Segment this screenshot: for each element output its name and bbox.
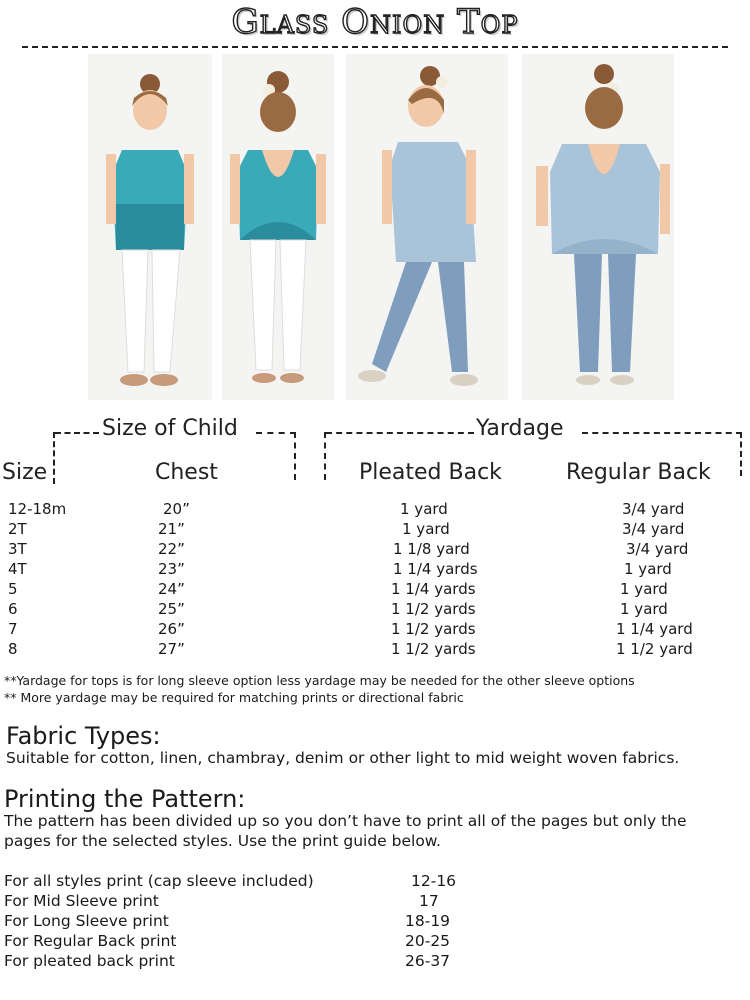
table-cell-regular: 1 yard <box>624 560 672 578</box>
print-guide-pages: 17 <box>419 892 439 910</box>
table-cell-size: 2T <box>8 520 27 538</box>
table-cell-chest: 21” <box>158 520 185 538</box>
photo-chambray-front <box>346 54 508 400</box>
table-cell-size: 4T <box>8 560 27 578</box>
table-cell-size: 5 <box>8 580 18 598</box>
table-cell-pleated: 1 yard <box>400 500 448 518</box>
yardage-bracket-left-drop <box>324 432 326 480</box>
column-header-size: Size <box>2 460 48 485</box>
column-header-pleated-back: Pleated Back <box>359 460 502 485</box>
print-guide-pages: 18-19 <box>405 912 451 930</box>
photo-teal-front <box>88 54 212 400</box>
print-guide-label: For Mid Sleeve print <box>4 892 159 910</box>
column-header-chest: Chest <box>155 460 218 485</box>
page-title: Glass Onion Top <box>231 2 519 42</box>
column-header-regular-back: Regular Back <box>566 460 711 485</box>
print-guide-pages: 26-37 <box>405 952 451 970</box>
table-cell-size: 8 <box>8 640 18 658</box>
print-guide-label: For all styles print (cap sleeve included) <box>4 872 314 890</box>
print-guide-pages: 12-16 <box>411 872 457 890</box>
size-of-child-bracket-left-drop <box>53 432 55 484</box>
table-cell-pleated: 1 1/2 yards <box>391 640 476 658</box>
printing-text: The pattern has been divided up so you don’t have to print all of the pages but only the pages for the selected styles. Use the print guide below. <box>4 812 687 850</box>
size-of-child-bracket-right-drop <box>294 432 296 480</box>
yardage-note: **Yardage for tops is for long sleeve option less yardage may be needed for the other sleeve options <box>4 673 635 688</box>
table-cell-regular: 1 1/2 yard <box>616 640 693 658</box>
table-cell-chest: 20” <box>163 500 190 518</box>
table-cell-pleated: 1 1/2 yards <box>391 600 476 618</box>
fabric-types-heading: Fabric Types: <box>6 722 161 750</box>
table-cell-pleated: 1 yard <box>402 520 450 538</box>
table-cell-chest: 23” <box>158 560 185 578</box>
table-cell-size: 3T <box>8 540 27 558</box>
photo-teal-back <box>222 54 334 400</box>
print-guide-label: For pleated back print <box>4 952 175 970</box>
table-cell-chest: 26” <box>158 620 185 638</box>
yardage-bracket-right <box>582 432 742 434</box>
table-cell-chest: 25” <box>158 600 185 618</box>
table-cell-regular: 3/4 yard <box>626 540 689 558</box>
photo-chambray-back <box>522 54 674 400</box>
table-cell-pleated: 1 1/8 yard <box>393 540 470 558</box>
size-of-child-heading: Size of Child <box>102 416 238 441</box>
fabric-types-text: Suitable for cotton, linen, chambray, denim or other light to mid weight woven fabrics. <box>6 749 680 767</box>
table-cell-regular: 1 yard <box>620 580 668 598</box>
matching-prints-note: ** More yardage may be required for matching prints or directional fabric <box>4 690 464 705</box>
table-cell-regular: 1 1/4 yard <box>616 620 693 638</box>
print-guide-pages: 20-25 <box>405 932 451 950</box>
yardage-heading: Yardage <box>476 416 564 441</box>
table-cell-pleated: 1 1/4 yards <box>393 560 478 578</box>
table-cell-regular: 3/4 yard <box>622 520 685 538</box>
table-cell-chest: 22” <box>158 540 185 558</box>
size-of-child-bracket-right <box>256 432 296 434</box>
table-cell-size: 12-18m <box>8 500 67 518</box>
print-guide-label: For Regular Back print <box>4 932 177 950</box>
print-guide-label: For Long Sleeve print <box>4 912 169 930</box>
table-cell-size: 6 <box>8 600 18 618</box>
table-cell-chest: 24” <box>158 580 185 598</box>
table-cell-pleated: 1 1/2 yards <box>391 620 476 638</box>
table-cell-regular: 3/4 yard <box>622 500 685 518</box>
printing-heading: Printing the Pattern: <box>4 785 246 813</box>
size-of-child-bracket-left <box>55 432 99 434</box>
table-cell-chest: 27” <box>158 640 185 658</box>
title-divider <box>22 46 728 48</box>
yardage-bracket-right-drop <box>740 432 742 476</box>
table-cell-pleated: 1 1/4 yards <box>391 580 476 598</box>
yardage-bracket-left <box>326 432 474 434</box>
table-cell-regular: 1 yard <box>620 600 668 618</box>
table-cell-size: 7 <box>8 620 18 638</box>
